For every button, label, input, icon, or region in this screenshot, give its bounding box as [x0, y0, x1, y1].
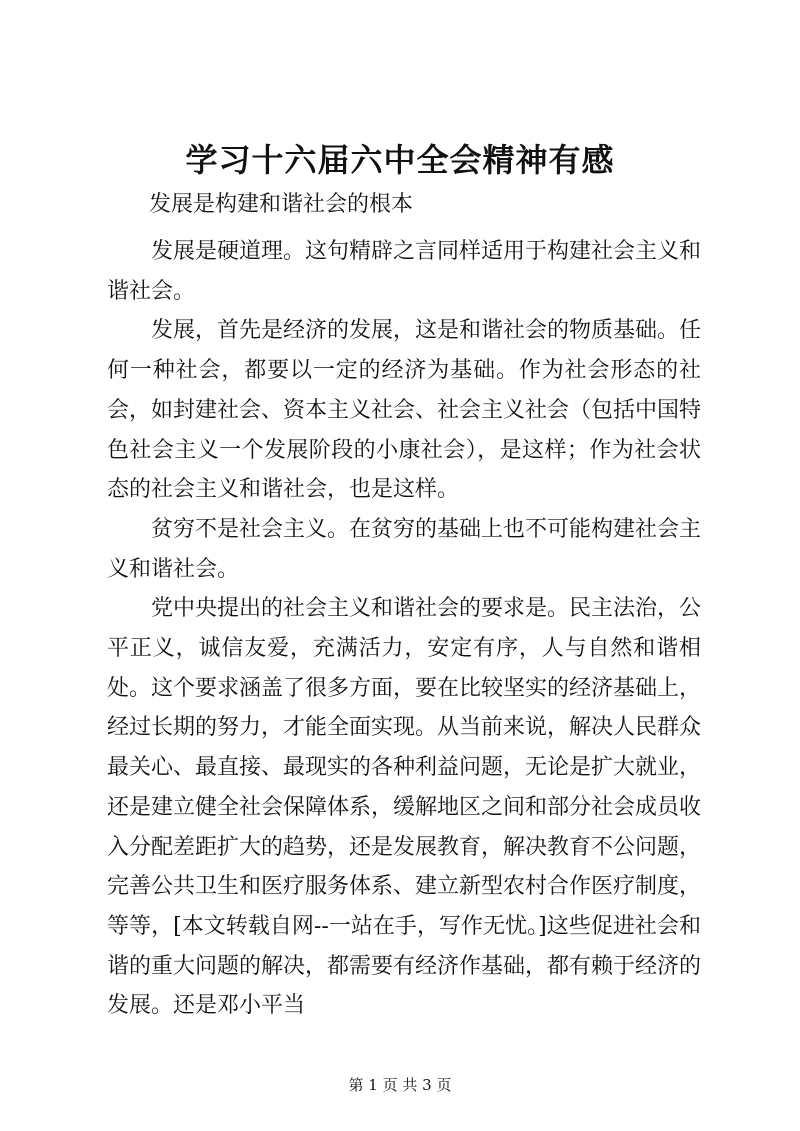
paragraph-4: 党中央提出的社会主义和谐社会的要求是。民主法治，公平正义，诚信友爱，充满活力，安定有序，人与自然和谐相处。这个要求涵盖了很多方面，要在比较坚实的经济基础上，经过长期的努力，才能全面实现。从当前来说，解决人民群众最关心、最直接、最现实的各种利益问题，无论是扩大就业，还是建立健全社会保障体系，缓解地区之间和部分社会成员收入分配差距扩大的趋势，还是发展教育，解决教育不公问题，完善公共卫生和医疗服务体系、建立新型农村合作医疗制度，等等，[本文转载自网--一站在手，写作无忧。]这些促进社会和谐的重大问题的解决，都需要有经济作基础，都有赖于经济的发展。还是邓小平当 [107, 596, 702, 1019]
paragraph-3: 贫穷不是社会主义。在贫穷的基础上也不可能构建社会主义和谐社会。 [107, 516, 702, 582]
page-number-footer: 第 1 页 共 3 页 [348, 1076, 452, 1094]
paragraph-2: 发展，首先是经济的发展，这是和谐社会的物质基础。任何一种社会，都要以一定的经济为基础。作为社会形态的社会，如封建社会、资本主义社会、社会主义社会（包括中国特色社会主义一个发展阶段的小康社会），是这样；作为社会状态的社会主义和谐社会，也是这样。 [107, 318, 702, 503]
document-body [107, 232, 701, 1026]
document-subtitle: 发展是构建和谐社会的根本 [149, 192, 414, 217]
paragraph-1: 发展是硬道理。这句精辟之言同样适用于构建社会主义和谐社会。 [107, 239, 702, 304]
document-title: 学习十六届六中全会精神有感 [185, 141, 615, 179]
